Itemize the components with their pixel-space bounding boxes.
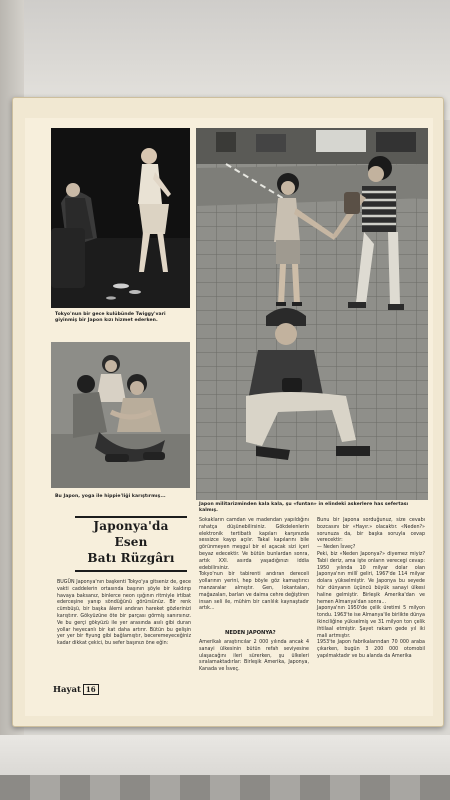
caption-street: Japon militarizminden kala kala, şu «funtan» in elindeki askerlere has sefertası kalmış. — [199, 502, 409, 513]
headline-line-1: Japonya'da — [93, 519, 169, 533]
photo-yoga — [51, 342, 190, 488]
headline-line-2: Esen — [114, 535, 148, 550]
photo-street-youth — [196, 128, 428, 500]
headline-line-3: Batı Rüzgârı — [87, 551, 175, 566]
magazine-page — [12, 97, 444, 727]
magazine-name: Hayat — [53, 685, 81, 695]
street-illustration — [196, 128, 428, 500]
striped-shirt — [362, 186, 396, 232]
yoga-illustration — [51, 342, 190, 488]
caption-night-club: Tokyo'nun bir gece kulübünde Twiggy'vari giyinmiş bir Japon kızı hizmet ederken. — [55, 312, 166, 323]
background-floor — [0, 775, 450, 800]
page-number: 16 — [83, 684, 99, 695]
article-column-1: BUGÜN Japonya'nın başkenti Tokyo'ya gitseniz de, gece vakti caddelerin ortasında başının şöyle bir kaldırıp havaya baksanız, binlerce neon ışığının ritmiyle irtibat ederceşine yanıp söndüğünü görürsünüz. Bir renk cümbüşü, bir başka âlemi andıran hareket gözlerinizi karıştırır. Gökyüzüne öte bir parçası görmiş sanırsınız. Ve bu gerçi gökyüzü ile yer arasında asılı gibi duran yollar heyecanlı bir kat daha artırır. Bütün bu gelişin yer yer bir fiyung gibi bağlamıştır, beceremeyeceğiniz kadar dikkat çekici, bu sefer başınızı öne eğin: — [57, 580, 191, 647]
photo-night-club — [51, 128, 190, 308]
article-column-2b: Amerikalı araştırıcılar 2 000 yılında ancak 4 sanayi ülkesinin bütün refah seviyesine ulaşacağını ileri sürerken, şu ülkeleri sıralamaktadırlar: Birleşik Amerika, Japonya, Kanada ve İsveç. — [199, 640, 309, 673]
article-column-2: Sokakların camdan ve madendan yapıldığını rahatça düşünebilirsiniz. Gökdelenlerin elektronik tertibatlı kapıları karşınızda sessizce kayıp açılır. Takal kapılarını bile görünmeyen meşgul bir el açacak sizi içeri beyaz edecektir. Ve bütün bunlardan sonra, artık XXI. asırda yaşadığınızı iddia edebilirsiniz. Tokyo'nun bir tabirenti andıran dereceli yollarının yerini, hep böyle göz kamaştırıcı manzaralar almıştır. Gen, lokantaları, mağazaları, barları ve daima cehre değiştiren insan seli ile, mühim bir canlılık kaynaştadır artık... — [199, 518, 309, 612]
night-club-illustration — [51, 128, 190, 308]
caption-yoga: Bu Japon, yoga ile hippie'liği karıştırmış... — [55, 494, 166, 499]
article-headline — [71, 518, 191, 567]
magazine-logo — [53, 684, 99, 695]
printed-page — [25, 118, 433, 716]
article-column-3: Bunu bir Japona sorduğunuz, size cevabı bozcasını bir «Hayır.» olacaktır. «Neden?» sorunuza da, bir başka soruyla cevap verecektir: — Neden İsveç? Peki, biz «Neden Japonya?» diyemez miyiz? Tabii deriz, ama işte onların verecegi cevap: 1950 yılında 10 milyar dolar olan Japonya'nın millî geliri, 1967'de 114 milyar dolara yükselmiştir. Ve Japonya bu seyede hür dünyanın üçüncü büyük sanayi ülkesi haline gelmiştir. Birleşik Amerika'dan ve hemen Almanya'dan sonra... Japonya'nın 1950'de çelik üretimi 5 milyon tondu. 1963'te ise Almanya'ile birlikte dünya ikinciliğine yükselmiş ve 31 milyon ton çelik ihtilaal etmiştir. Şayet rakam gede yıl iki mali artmıştır. 1953'te Japon fabrikalarından 70 000 araba çıkarken, bugün 3 200 000 otomobil yapılmaktadır ve bu alanda da Amerika — [317, 518, 425, 659]
headline-rule-bottom — [75, 570, 187, 572]
section-heading: NEDEN JAPONYA? — [225, 630, 276, 636]
